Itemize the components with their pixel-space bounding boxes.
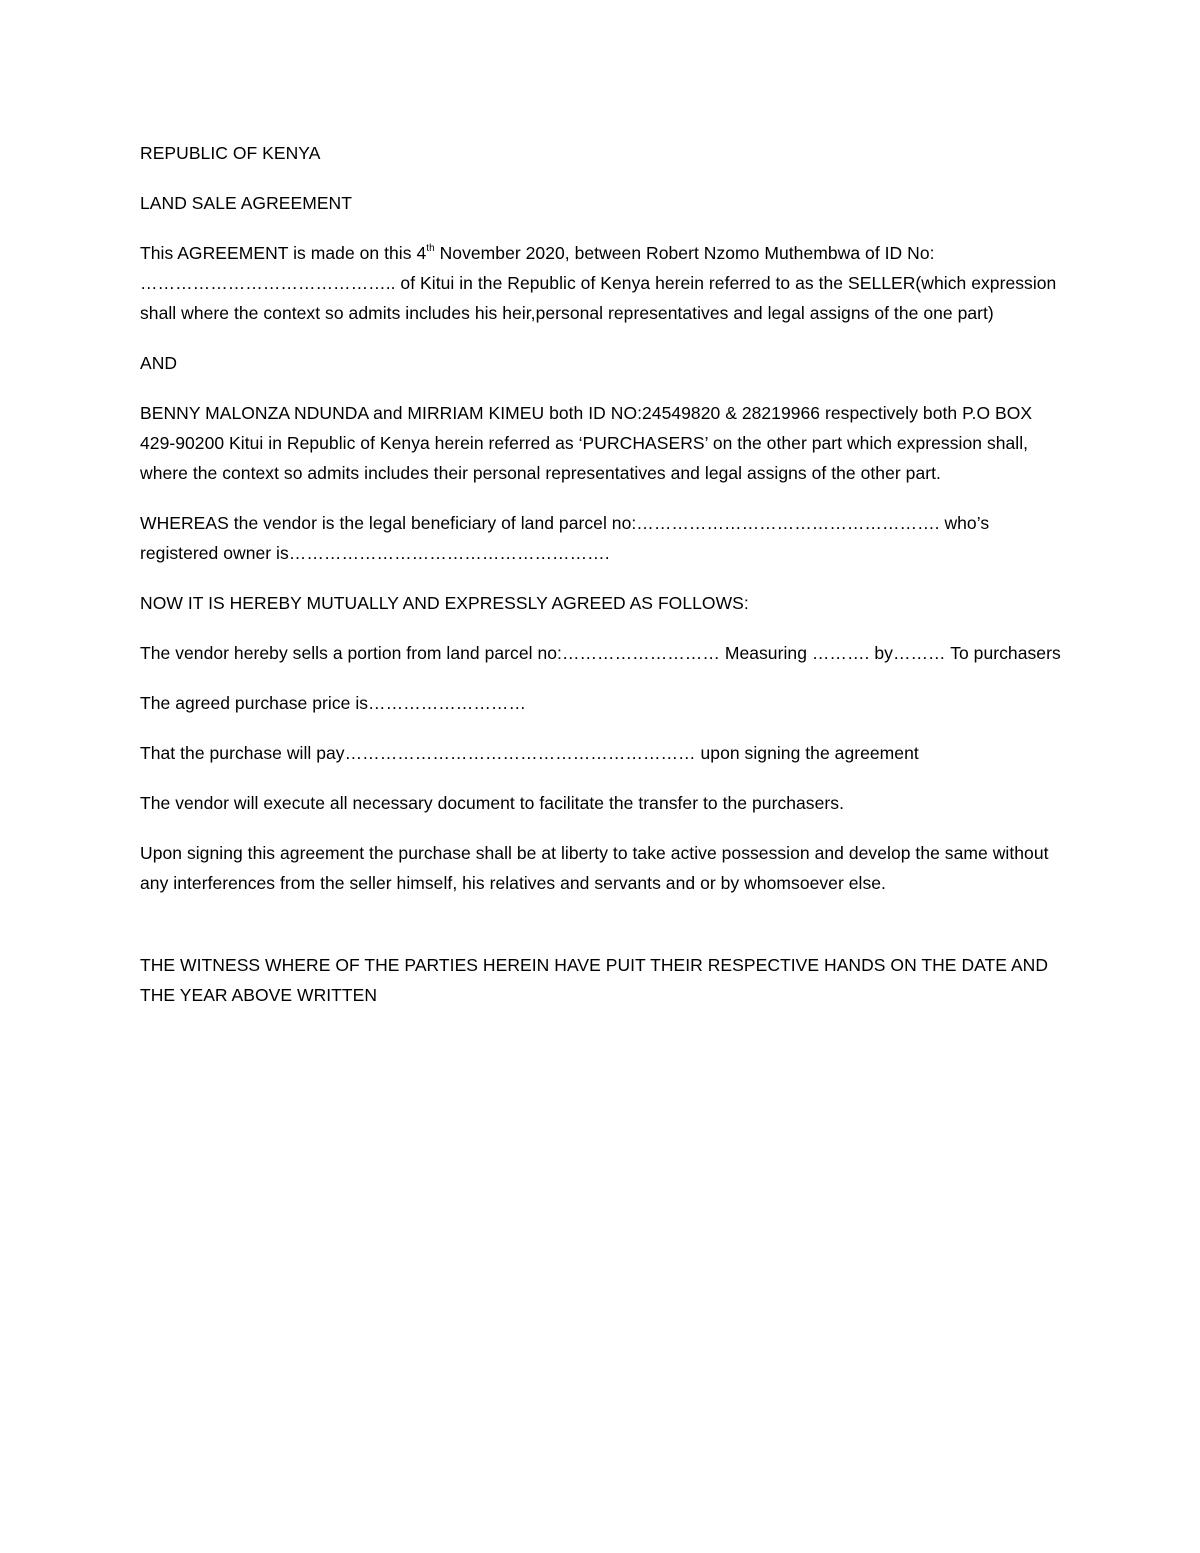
purchasers-clause: BENNY MALONZA NDUNDA and MIRRIAM KIMEU both ID NO:24549820 & 28219966 respectively both P.O BOX 429-90200 Kitui in Republic of Kenya herein referred as ‘PURCHASERS’ on the other part which expression shall, where the context so admits includes their personal representatives and legal assigns of the other part. [140,403,1033,483]
document-body [140,138,1065,1030]
clause-portion: The vendor hereby sells a portion from land parcel no:……………………… Measuring ………. by……… To purchasers [140,643,1061,663]
intro-part2: November 2020, between Robert Nzomo Muthembwa of ID No: …………………………………….. of Kitui in the Republic of Kenya herein referred to as the SELLER(which expression shall where the context so admits includes his heir,personal representatives and legal assigns of the one part) [140,243,1057,323]
intro-paragraph [140,238,1065,328]
clause-price: The agreed purchase price is……………………… [140,693,527,713]
clause-possession: Upon signing this agreement the purchase shall be at liberty to take active possession and develop the same without any interferences from the seller himself, his relatives and servants and or by whomsoever else. [140,843,1049,893]
clause-payment: That the purchase will pay…………………………………………………… upon signing the agreement [140,743,919,763]
ordinal-suffix: th [426,243,435,255]
agreed-heading: NOW IT IS HEREBY MUTUALLY AND EXPRESSLY AGREED AS FOLLOWS: [140,593,749,613]
witness-clause: THE WITNESS WHERE OF THE PARTIES HEREIN HAVE PUIT THEIR RESPECTIVE HANDS ON THE DATE AND THE YEAR ABOVE WRITTEN [140,955,1049,1005]
and-separator: AND [140,353,178,373]
heading-country: REPUBLIC OF KENYA [140,143,321,163]
intro-part1: This AGREEMENT is made on this 4 [140,243,427,263]
whereas-clause: WHEREAS the vendor is the legal beneficiary of land parcel no:……………………………………………. who’s registered owner is………………………………………………. [140,513,990,563]
heading-title: LAND SALE AGREEMENT [140,193,352,213]
clause-documents: The vendor will execute all necessary document to facilitate the transfer to the purchasers. [140,793,844,813]
